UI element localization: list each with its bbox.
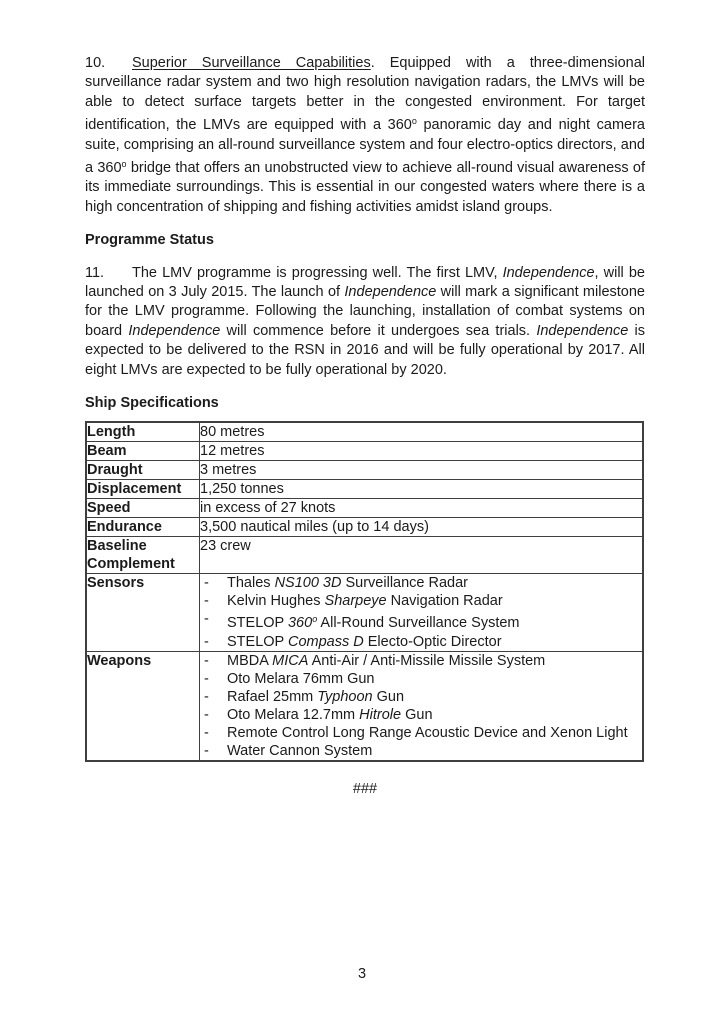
spec-label: Draught — [86, 460, 200, 479]
spec-list-item-text: Oto Melara 12.7mm Hitrole Gun — [227, 706, 433, 723]
spec-value: 3 metres — [200, 460, 644, 479]
spec-value: 23 crew — [200, 537, 644, 574]
spec-list-item-text: MBDA MICA Anti-Air / Anti-Missile Missile System — [227, 652, 546, 669]
page-number: 3 — [357, 966, 367, 982]
spec-list-item-text: Oto Melara 76mm Gun — [227, 670, 375, 687]
spec-label: Speed — [86, 498, 200, 517]
spec-label: Sensors — [86, 574, 200, 651]
list-dash: - — [204, 652, 209, 669]
spec-label: Weapons — [86, 651, 200, 761]
list-dash: - — [204, 575, 209, 592]
spec-label: Beam — [86, 441, 200, 460]
spec-value: 12 metres — [200, 441, 644, 460]
spec-list-item — [200, 610, 642, 632]
spec-list-item — [200, 652, 642, 670]
list-dash: - — [204, 611, 209, 628]
spec-label: Baseline Complement — [86, 537, 200, 574]
spec-label: Endurance — [86, 517, 200, 536]
spec-value: 3,500 nautical miles (up to 14 days) — [200, 517, 644, 536]
spec-list-item — [200, 670, 642, 688]
spec-value — [200, 651, 644, 761]
heading-ship-specifications: Ship Specifications — [85, 395, 219, 412]
spec-list-item — [200, 688, 642, 706]
paragraph-10-text: Superior Surveillance Capabilities. Equipped with a three-dimensional surveillance radar system and two high resolution navigation radars, the LMVs will be able to detect surface targets better in the congested environment. For target identification, the LMVs are equipped with a 360$^o$ panoramic day and night camera suite, comprising an all-round surveillance system and four electro-optics directors, and a 360$^o$ bridge that offers an unobstructed view to achieve all-round visual awareness of its immediate surroundings. This is essential in our congested waters where there is a high concentration of shipping and fishing activities amidst island groups. — [85, 55, 646, 215]
spec-row — [86, 441, 643, 460]
spec-label: Length — [86, 422, 200, 442]
end-marker: ### — [352, 781, 378, 798]
list-dash: - — [204, 725, 209, 741]
spec-row — [86, 517, 643, 536]
list-dash: - — [204, 743, 209, 760]
spec-value: in excess of 27 knots — [200, 498, 644, 517]
spec-row — [86, 651, 643, 761]
spec-table-body — [86, 422, 643, 762]
list-dash: - — [204, 593, 209, 610]
spec-value: 1,250 tonnes — [200, 479, 644, 498]
spec-row — [86, 460, 643, 479]
list-dash: - — [204, 688, 209, 705]
spec-list-item — [200, 574, 642, 592]
spec-list-item — [200, 742, 642, 760]
spec-list-item — [200, 592, 642, 610]
spec-list-item-text: Water Cannon System — [227, 743, 373, 760]
spec-value — [200, 574, 644, 651]
spec-list-item — [200, 724, 642, 742]
spec-list-item — [200, 706, 642, 724]
heading-programme-status: Programme Status — [85, 232, 214, 249]
spec-list-item-text: Thales NS100 3D Surveillance Radar — [227, 575, 469, 592]
paragraph-11 — [85, 264, 645, 380]
spec-value: 80 metres — [200, 422, 644, 442]
list-dash: - — [204, 670, 209, 687]
spec-list-item-text: Remote Control Long Range Acoustic Device and Xenon Light — [227, 725, 628, 741]
spec-label: Displacement — [86, 479, 200, 498]
paragraph-10-number: 10. — [85, 55, 106, 71]
list-dash: - — [204, 633, 209, 650]
spec-row — [86, 479, 643, 498]
paragraph-10 — [85, 54, 645, 217]
paragraph-11-number: 11. — [85, 264, 105, 281]
spec-list-item — [200, 633, 642, 651]
spec-row — [86, 498, 643, 517]
spec-list-item-text: Rafael 25mm Typhoon Gun — [227, 688, 405, 705]
spec-list-item-text: Kelvin Hughes Sharpeye Navigation Radar — [227, 593, 503, 610]
spec-row — [86, 574, 643, 651]
spec-list-item-text: STELOP Compass D Electo-Optic Director — [227, 633, 502, 650]
spec-list-item-text: STELOP 360$^o$ All-Round Surveillance System — [227, 614, 520, 632]
spec-row — [86, 537, 643, 574]
ship-spec-table — [85, 421, 644, 763]
paragraph-11-text: The LMV programme is progressing well. The first LMV, Independence, will be launched on 3 July 2015. The launch of Independence will mark a significant milestone for the LMV programme. Following the launching, installation of combat systems on board Independence will commence before it undergoes sea trials. Independence is expected to be delivered to the RSN in 2016 and will be fully operational by 2017. All eight LMVs are expected to be fully operational by 2020. — [85, 264, 645, 378]
list-dash: - — [204, 706, 209, 723]
page-content — [85, 54, 645, 800]
spec-row — [86, 422, 643, 442]
